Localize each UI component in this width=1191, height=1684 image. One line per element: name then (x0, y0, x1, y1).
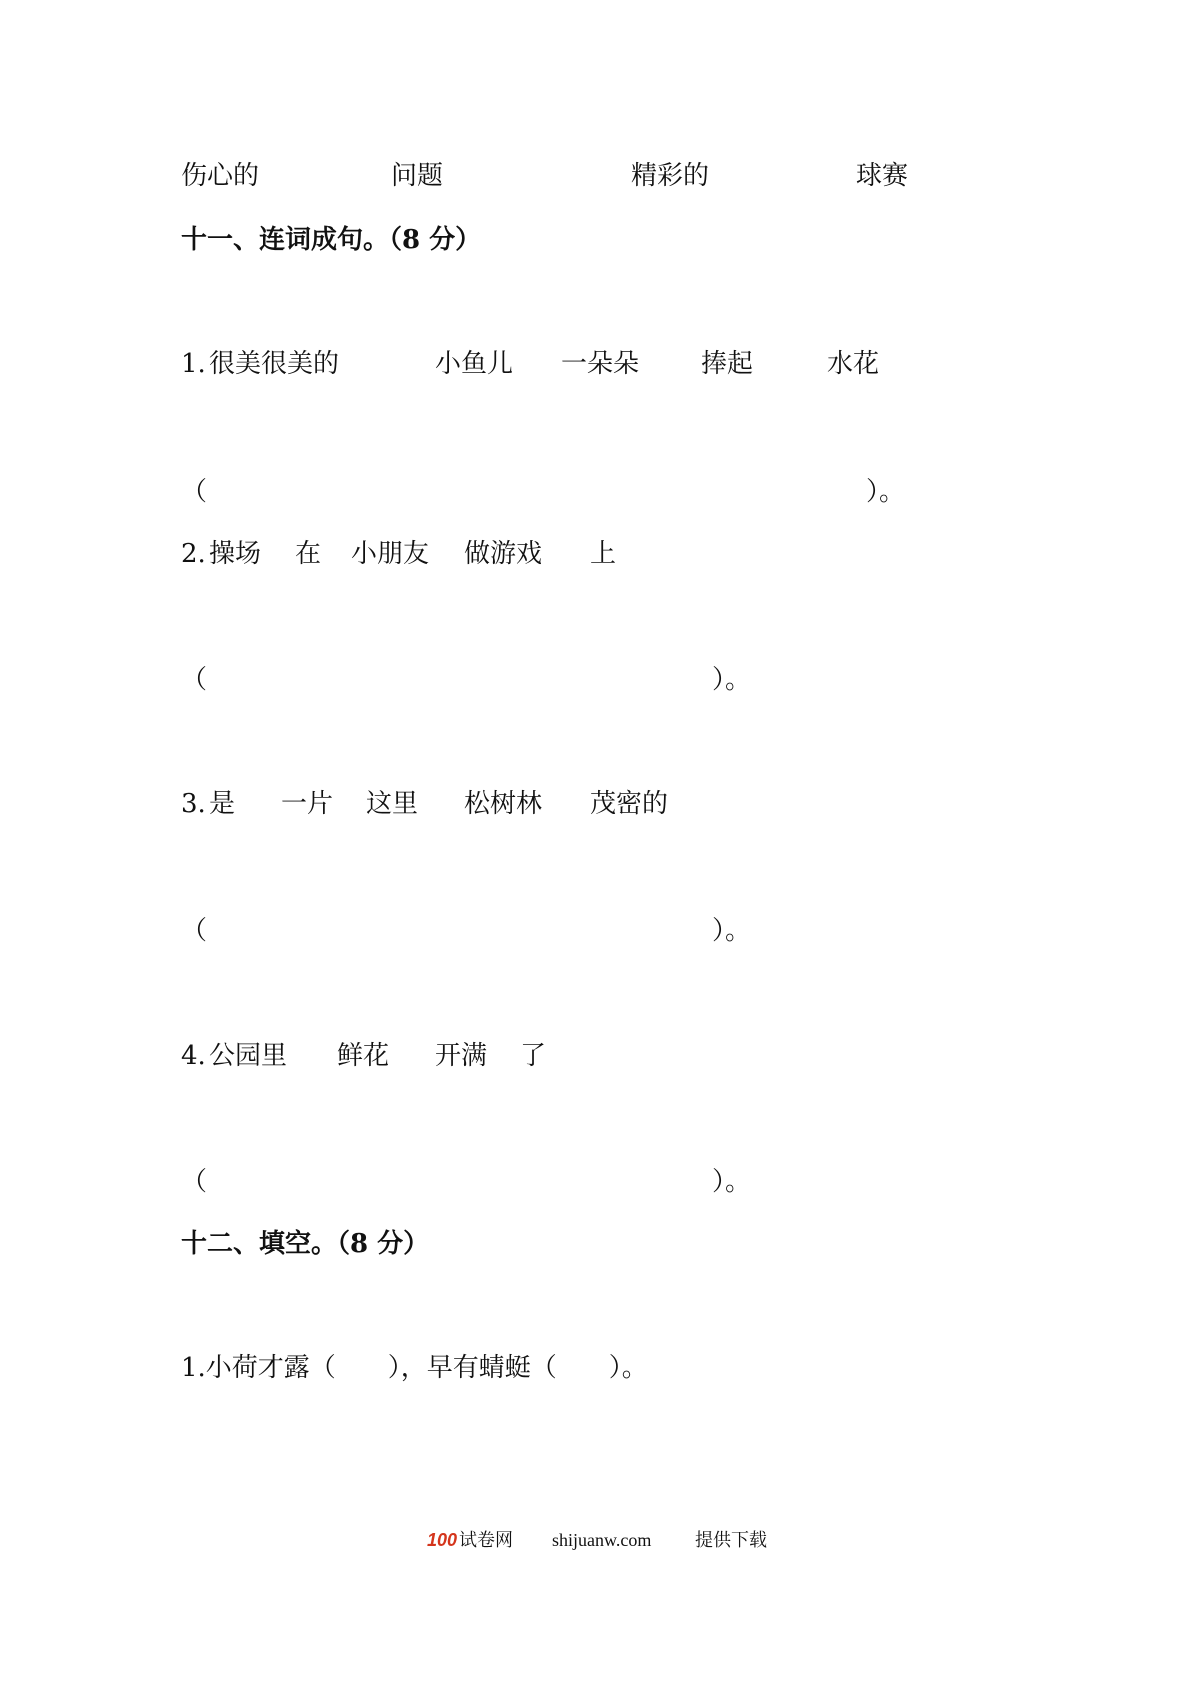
q4-answer-close: ）。 (712, 1167, 752, 1197)
site-logo: 100 (427, 1530, 458, 1550)
q1-number: 1. (181, 349, 206, 379)
q3-word: 一片 (281, 789, 334, 819)
q4-answer-open: （ (181, 1167, 208, 1197)
q4-word: 开满 (435, 1041, 488, 1071)
q2-word: 上 (590, 539, 617, 569)
q1-word: 小鱼儿 (435, 349, 514, 379)
q1-word: 很美很美的 (209, 349, 340, 379)
q3-word: 这里 (366, 789, 419, 819)
q3-word: 茂密的 (590, 789, 669, 819)
q1-word: 一朵朵 (561, 349, 640, 379)
q3-number: 3. (181, 789, 206, 819)
download-note: 提供下载 (695, 1530, 767, 1550)
q2-word: 小朋友 (351, 539, 430, 569)
q1-word: 水花 (827, 349, 880, 379)
q2-word: 做游戏 (464, 539, 543, 569)
q4-number: 4. (181, 1041, 206, 1071)
q4-word: 了 (520, 1041, 547, 1071)
word-3: 精彩的 (631, 161, 710, 191)
q1-answer-open: （ (181, 477, 208, 507)
q3-word: 松树林 (464, 789, 543, 819)
fill-blank-item-1: 1.小荷才露（ ），早有蜻蜓（ ）。 (181, 1353, 648, 1383)
site-name: 试卷网 (459, 1530, 513, 1550)
site-domain[interactable]: shijuanw.com (552, 1530, 652, 1550)
q3-answer-open: （ (181, 916, 208, 946)
q3-word: 是 (209, 789, 236, 819)
word-4: 球赛 (856, 161, 909, 191)
word-1: 伤心的 (181, 161, 260, 191)
q4-word: 公园里 (209, 1041, 288, 1071)
q2-answer-close: ）。 (712, 665, 752, 695)
q2-answer-open: （ (181, 665, 208, 695)
word-2: 问题 (391, 161, 444, 191)
section-11-heading: 十一、连词成句。（8 分） (181, 225, 482, 255)
q4-word: 鲜花 (337, 1041, 390, 1071)
q2-word: 在 (295, 539, 322, 569)
q1-answer-close: ）。 (866, 477, 906, 507)
q1-word: 捧起 (701, 349, 754, 379)
q2-number: 2. (181, 539, 206, 569)
q3-answer-close: ）。 (712, 916, 752, 946)
section-12-heading: 十二、填空。（8 分） (181, 1229, 430, 1259)
q2-word: 操场 (209, 539, 262, 569)
